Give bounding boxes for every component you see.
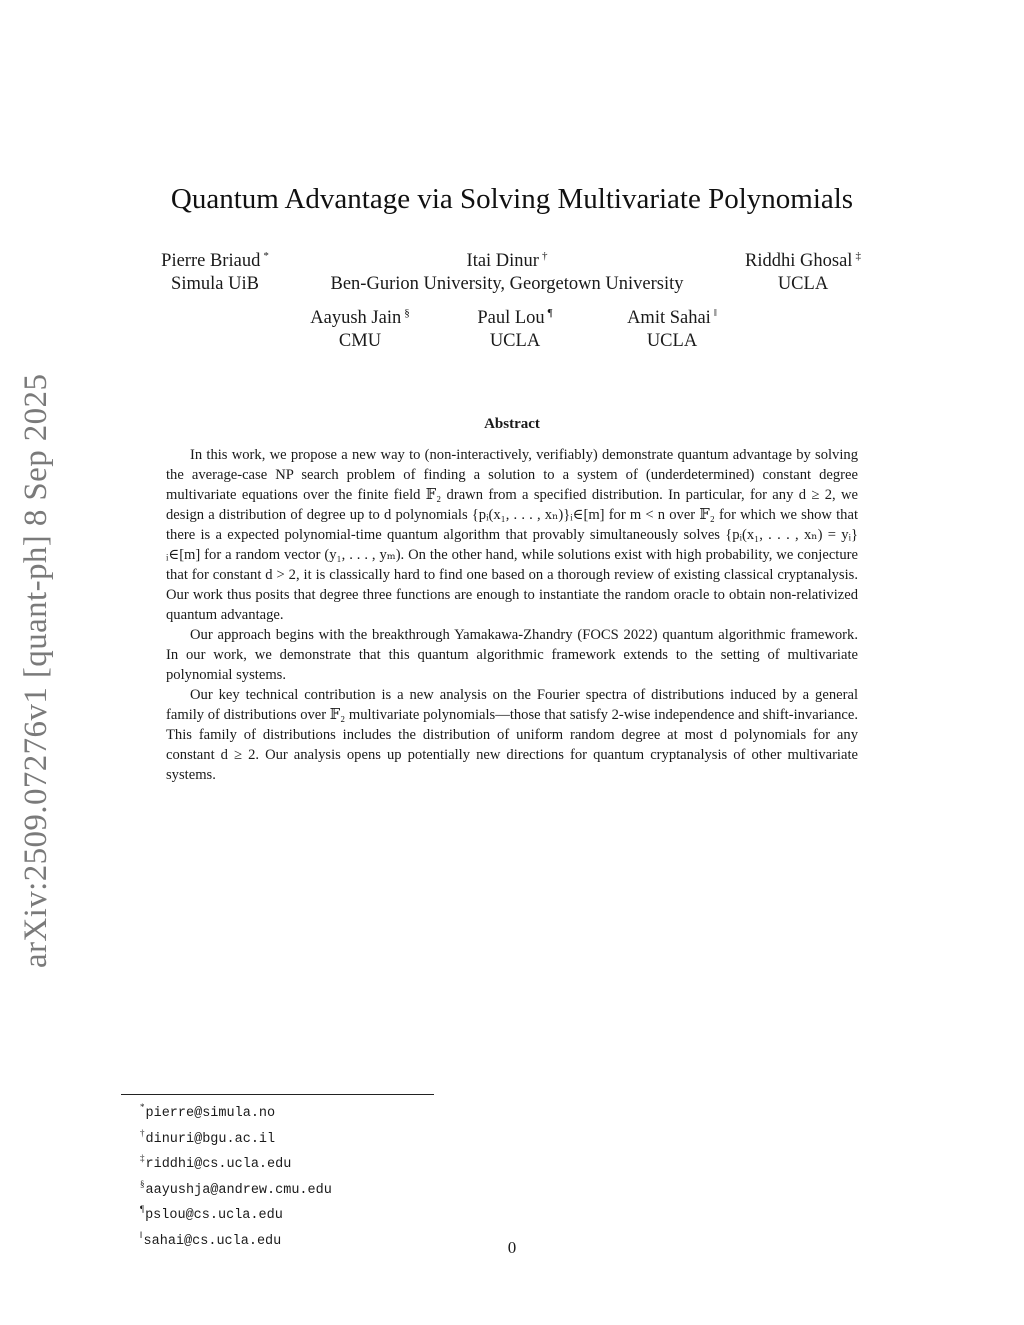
author-affiliation: UCLA xyxy=(489,331,541,351)
email-text: dinuri@bgu.ac.il xyxy=(145,1131,276,1147)
footnote-mark: † xyxy=(140,1127,145,1138)
email-text: sahai@cs.ucla.edu xyxy=(143,1233,282,1249)
footnote-email xyxy=(140,1200,332,1226)
author-affiliation: CMU xyxy=(338,331,382,351)
author-block xyxy=(130,245,300,296)
author-affiliation: Ben-Gurion University, Georgetown University xyxy=(330,274,684,294)
author-name: Paul Lou xyxy=(477,308,545,328)
footnote-mark: ‖ xyxy=(140,1229,143,1240)
author-affiliation: Simula UiB xyxy=(171,274,259,294)
author-name: Aayush Jain xyxy=(310,308,402,328)
paper-title: Quantum Advantage via Solving Multivariate Polynomials xyxy=(170,183,854,215)
author-name: Pierre Briaud xyxy=(161,251,261,271)
abstract-heading: Abstract xyxy=(484,416,540,432)
email-text: aayushja@andrew.cmu.edu xyxy=(145,1182,332,1198)
footnote-email xyxy=(140,1175,332,1201)
arxiv-identifier-stamp: arXiv:2509.07276v1 [quant-ph] 8 Sep 2025 xyxy=(18,373,54,968)
author-name: Amit Sahai xyxy=(627,308,711,328)
author-block xyxy=(307,245,707,296)
footnote-mark: ¶ xyxy=(547,307,553,319)
abstract-paragraph: Our approach begins with the breakthrough Yamakawa-Zhandry (FOCS 2022) quantum algorithmic framework. In our work, we demonstrate that this quantum algorithmic framework extends to the setting of multivariate polynomial systems. xyxy=(166,627,858,683)
footnote-email xyxy=(140,1098,332,1124)
author-block xyxy=(607,302,737,353)
footnote-mark: § xyxy=(404,307,410,319)
footnote-mark: ‖ xyxy=(713,307,717,319)
footnote-email xyxy=(140,1124,332,1150)
abstract-body xyxy=(166,445,858,785)
footnote-mark: ‡ xyxy=(855,250,861,262)
email-text: riddhi@cs.ucla.edu xyxy=(145,1157,292,1172)
footnotes xyxy=(140,1098,332,1251)
author-block xyxy=(728,245,878,296)
footnote-mark: ¶ xyxy=(140,1204,145,1214)
footnote-mark: ‡ xyxy=(140,1153,145,1163)
abstract-paragraph: In this work, we propose a new way to (non-interactively, verifiably) demonstrate quantum advantage by solving the average-case NP search problem of finding a solution to a system of (underdetermined) constant degree multivariate equations over the finite field 𝔽₂ drawn from a specified distribution. In particular, for any d ≥ 2, we design a distribution of degree up to d polynomials {pᵢ(x₁, . . . , xₙ)}ᵢ∈[m] for m < n over 𝔽₂ for which we show that there is a expected polynomial-time quantum algorithm that provably simultaneously solves {pᵢ(x₁, . . . , xₙ) = yᵢ}ᵢ∈[m] for a random vector (y₁, . . . , yₘ). On the other hand, while solutions exist with high probability, we conjecture that for constant d > 2, it is classically hard to find one based on a thorough review of existing classical cryptanalysis. Our work thus posits that degree three functions are enough to instantiate the random oracle to obtain non-relativized quantum advantage. xyxy=(166,447,858,623)
author-block xyxy=(290,302,430,353)
abstract-paragraph: Our key technical contribution is a new analysis on the Fourier spectra of distributions induced by a general family of distributions over 𝔽₂ multivariate polynomials—those that satisfy 2-wise independence and shift-invariance. This family of distributions includes the distribution of uniform random degree at most d polynomials for any constant d ≥ 2. Our analysis opens up potentially new directions for quantum cryptanalysis of other multivariate systems. xyxy=(166,687,858,783)
footnote-mark: * xyxy=(263,250,269,262)
author-affiliation: UCLA xyxy=(646,331,698,351)
author-affiliation: UCLA xyxy=(777,274,829,294)
email-text: pslou@cs.ucla.edu xyxy=(145,1208,283,1223)
email-text: pierre@simula.no xyxy=(145,1106,276,1121)
footnote-divider xyxy=(121,1094,434,1095)
author-name: Riddhi Ghosal xyxy=(745,251,853,271)
author-block xyxy=(455,302,575,353)
footnote-email xyxy=(140,1149,332,1175)
footnote-mark: † xyxy=(541,250,548,262)
author-name: Itai Dinur xyxy=(466,251,539,271)
page-number: 0 xyxy=(507,1238,517,1257)
footnote-mark: * xyxy=(140,1102,145,1112)
footnote-mark: § xyxy=(140,1178,145,1189)
